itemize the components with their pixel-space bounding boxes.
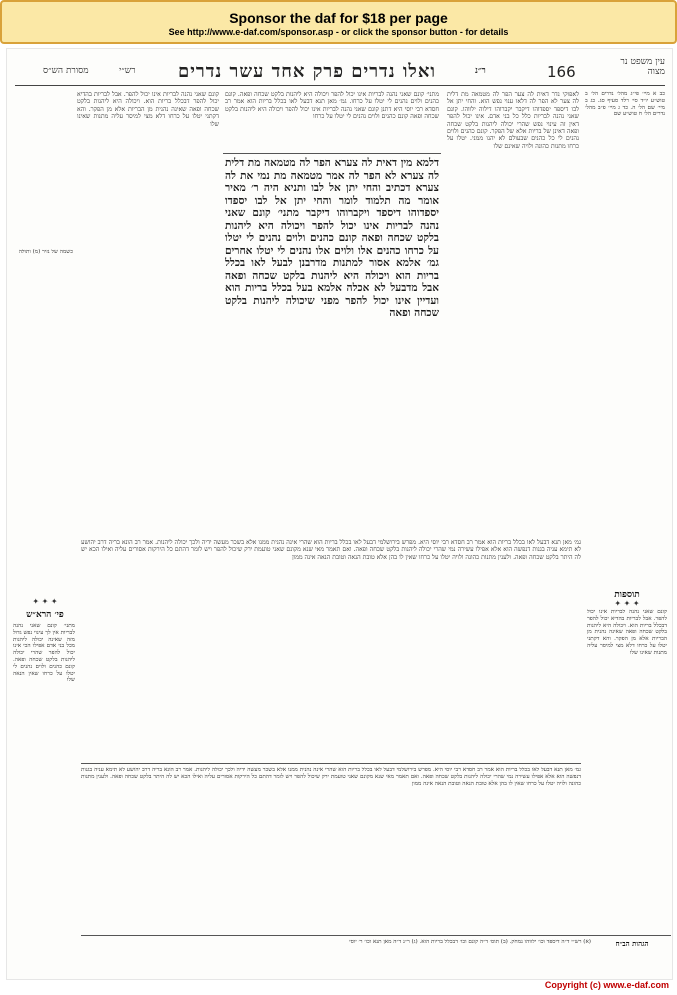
hagahot-notes: (א) רש״י ד״ה דיספד וכו׳ ילווהו נמחק. (ב) תוס׳ ד״ה קונם וכו׳ דבכלל בריות הוא. (ג) ר״נ ד״ה מאן תנא וכו׳ ר׳ יוסי [349, 939, 591, 945]
page-header [7, 55, 672, 85]
copyright-notice: Copyright (c) www.e-daf.com [544, 980, 669, 990]
ein-mishpat-label: עין משפט נר מצוה [620, 57, 665, 77]
rosh-column: מתני׳ קונם שאני נהנה לבריות אין לך עינוי נפש גדול מזה שאינה יכולה ליהנות מכל בני אדם אפילו הכי אינו יכול להפר שהרי יכולה ליהנות בלקט שכחה ופאה. קונם כהנים ולוים נהנים לי יטלו על כרחו שאין הנאה שלו [13, 623, 75, 684]
chapter-title: ואלו נדרים פרק אחד עשר נדרים [177, 61, 437, 82]
top-commentary: מתני׳ קונם שאני נהנה לבריות אינו יכול להפר ויכולה היא ליהנות בלקט שכחה ופאה. קונם כהנים ולוים נהנים לי יטלו על כרחו. גמ׳ מאן תנא דבעל לאו בכלל בריות הוא אמר רב חסדא רבי יוסי היא דתנן קונם שאני נהנה לבריות אינו יכול להפר ויכולה היא ליהנות בלקט שכחה ופאה קונם כהנים ולוים נהנים לי יטלו על כרחו [225, 91, 439, 121]
sponsor-banner[interactable] [0, 0, 677, 44]
header-divider [15, 85, 665, 86]
ein-mishpat-notes: כב א מיי׳ פי״ג מהל׳ נדרים הל׳ ב טוש״ע יו״ד סי׳ רלד סעיף סג. כג ב מיי׳ שם הל׳ ה. כד ג מיי׳ פ״ב מהל׳ נדרים הל׳ ח טוש״ע שם [585, 91, 665, 118]
talmud-page-scan [6, 48, 673, 980]
rosh-heading: פי׳ הרא״ש [26, 610, 64, 620]
bottom-divider [81, 763, 581, 764]
rashi-header-label: רש״י [119, 66, 136, 76]
lower-commentary: גמ׳ מאן תנא דבעל לאו בכלל בריות הוא אמר רב חסדא רבי יוסי היא. מפרש בירושלמי דבעל לאו בכלל בריות הוא שהרי אינה נהנית ממנו אלא בשכר מעשה ידיה ולכך יכולה ליהנות. אמר רב הונא בריה דרב יהושע לא תימא עניה בגנות דנפשה הוא אלא אפילו עשירה נמי שהרי יכולה ליהנות בלקט שכחה ופאה. ואם תאמר מאי שנא מקונם שאני טועמת ירק שיכול להפר ויש לומר דהתם כל הירקות אסורים עליה ואילו הכא יש לה היתר בלקט שכחה ופאה. ולענין מתנות כהונה ולויה יטלו על כרחו שאין לו בהן אלא טובת הנאה וטובת הנאה אינה ממון [81, 539, 581, 561]
page-number: 166 [547, 63, 576, 81]
sponsor-banner-subtitle[interactable]: See http://www.e-daf.com/sponsor.asp - or click the sponsor button - for details [168, 27, 509, 37]
rosh-ornament-top: ✦ ✦ ✦ [32, 597, 58, 606]
tosafot-heading: תוספות [614, 590, 640, 600]
bottom-commentary: גמ׳ מאן תנא דבעל לאו בכלל בריות הוא אמר רב חסדא רבי יוסי היא. מפרש בירושלמי דבעל לאו בכלל בריות הוא שהרי אינה נהנית ממנו אלא בשכר מעשה ידיה ולכך יכולה ליהנות. אמר רב הונא בריה דרב יהושע לא תימא עניה בגנות דנפשה הוא אלא אפילו עשירה נמי שהרי יכולה ליהנות בלקט שכחה ופאה. ואם תאמר מאי שנא מקונם שאני טועמת ירק שיכול להפר ויש לומר דהתם כל הירקות אסורים עליה ואילו הכא יש לה היתר בלקט שכחה ופאה. ולענין מתנות כהונה ולויה יטלו על כרחו שאין לו בהן אלא טובת הנאה וטובת הנאה אינה ממון [81, 767, 581, 787]
sponsor-banner-title[interactable]: Sponsor the daf for $18 per page [229, 10, 448, 26]
main-gemara-text: דלמא מין דאית לה צערא הפר לה מטמאה מת דלית לה צערא לא הפר לה אמר מטמאה מת נמי את לה צערא דכתיב והחי יתן אל לבו ותניא היה ר׳ מאיר אומר מה תלמוד לומר והחי יתן אל לבו יספדו יספדוהו דיספד ויקברוהו דיקבר מתני׳ קונם שאני נהנה לבריות אינו יכול להפר ויכולה היא ליהנות בלקט שכחה ופאה קונם כהנים ולוים נהנים לי יטלו על כרחו כהנים אלו ולוים אלו נהנים לי יטלו אחרים גמ׳ אלמא אסור למתנות מדרבנן לבעל לאו בכלל בריות הוא ויכולה היא ליהנות בלקט שכחה ופאה אבל מדבעל לא אכלה אלמא בעל בכלל בריות הוא ועדיין אינו יכול להפר מפני שיכולה ליהנות בלקט שכחה ופאה [225, 157, 439, 319]
hagahot-heading: הגהות הב״ח [615, 939, 649, 948]
left-margin-note: כשמה של נזיר (מ) ותולה [18, 249, 73, 255]
masoret-hashas-label: מסורת הש״ס [43, 66, 89, 76]
tosafot-ornament: ✦ ✦ ✦ [614, 599, 640, 608]
right-commentary-column: לאפוקי נדר דאית לה צער הפר לה מטמאה מת דלית לה צער לא הפר לה דלאו ענוי נפש הוא. והחי יתן אל לבו דיספד יספדוהו דיקבר יקברוהו דילוה ילווהו. קונם שאני נהנה לבריות כלל כל בני אדם. אינו יכול להפר דאין זה עינוי נפש שהרי יכולה ליהנות בלקט שכחה ופאה דאינן של בריות אלא של הפקר. קונם כהנים ולוים נהנים לי כל כהנים שבעולם לא יהנו ממני. יטלו על כרחו מתנות כהונה ולויה שאינם שלו [447, 91, 579, 150]
tosafot-column: קונם שאני נהנה לבריות אינו יכול להפר. אבל לבריות בהדיא יכול להפר דבכלל בריות הוא. ויכולה היא ליהנות בלקט שכחה ופאה שאינה נהנית מן הבריות אלא מן הפקר. והא דקתני יטלו על כרחו דלא מצי למיסר עליה מתנות שאינו שלו [587, 609, 667, 656]
tractate-ref: ר״נ [475, 66, 486, 76]
main-text-top-rule [223, 153, 441, 154]
left-commentary-column: קונם שאני נהנה לבריות אינו יכול להפר. אבל לבריות בהדיא יכול להפר דבכלל בריות הוא. ויכולה היא ליהנות בלקט שכחה ופאה שאינה נהנית מן הבריות אלא מן הפקר. והא דקתני יטלו על כרחו דלא מצי למיסר עליה מתנות שאינו שלו [77, 91, 219, 128]
hagahot-divider [81, 935, 671, 936]
